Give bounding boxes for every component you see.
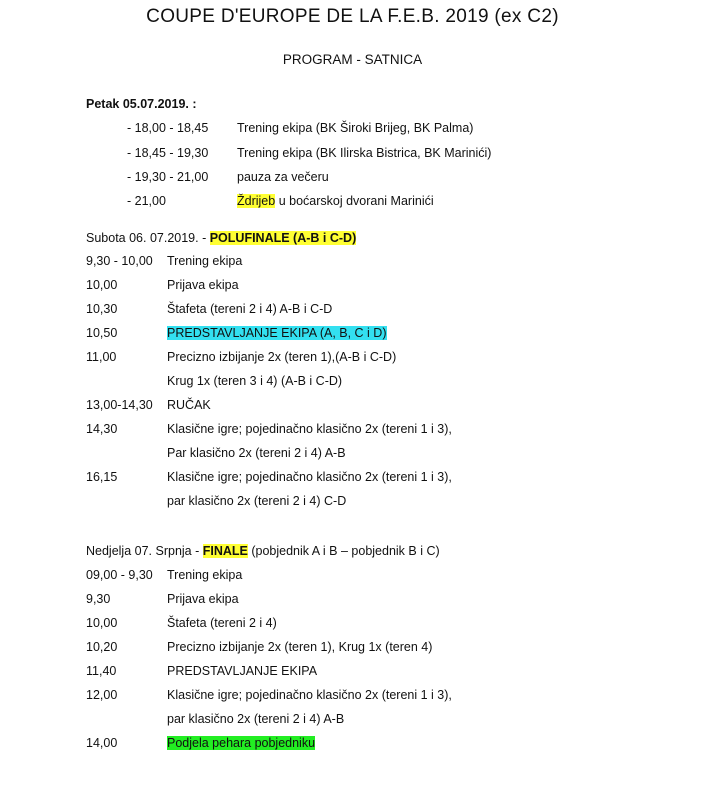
day2-row-time: 13,00-14,30 <box>86 398 153 412</box>
final-badge: FINALE <box>202 544 248 558</box>
day3-row-time: 09,00 - 9,30 <box>86 568 153 582</box>
day2-row-text: Klasične igre; pojedinačno klasično 2x (tereni 1 i 3), <box>167 422 452 436</box>
day3-row-time: 14,00 <box>86 736 118 750</box>
day2-row-time: 10,00 <box>86 278 118 292</box>
day3-row-text: Precizno izbijanje 2x (teren 1), Krug 1x (teren 4) <box>167 640 433 654</box>
day3-row-text: Štafeta (tereni 2 i 4) <box>167 616 277 630</box>
day2-row-time: 10,30 <box>86 302 118 316</box>
day1-row-time: - 18,45 - 19,30 <box>127 146 209 160</box>
day2-row-text: Klasične igre; pojedinačno klasično 2x (tereni 1 i 3), <box>167 470 452 484</box>
day1-row-text: Trening ekipa (BK Široki Brijeg, BK Palma) <box>237 121 474 135</box>
document-title: COUPE D'EUROPE DE LA F.E.B. 2019 (ex C2) <box>146 6 559 27</box>
day3-row-text <box>167 735 315 751</box>
day3-row-text: PREDSTAVLJANJE EKIPA <box>167 664 318 678</box>
day1-row-text <box>237 193 434 209</box>
day3-row-time: 10,00 <box>86 616 118 630</box>
day2-row-text: Prijava ekipa <box>167 278 239 292</box>
day2-row-time: 11,00 <box>86 350 117 364</box>
day1-row-time: - 21,00 <box>127 194 166 208</box>
day3-heading <box>86 543 440 559</box>
day3-row-text: par klasično 2x (tereni 2 i 4) A-B <box>167 712 345 726</box>
day1-row-text: Trening ekipa (BK Ilirska Bistrica, BK Marinići) <box>237 146 492 160</box>
day2-row-text: Krug 1x (teren 3 i 4) (A-B i C-D) <box>167 374 343 388</box>
day2-row-time: 14,30 <box>86 422 118 436</box>
team-presentation-highlight: PREDSTAVLJANJE EKIPA (A, B, C i D) <box>167 326 387 340</box>
draw-highlight: Ždrijeb <box>237 194 276 208</box>
day3-heading-date: Nedjelja 07. Srpnja - <box>86 544 203 558</box>
day1-heading: Petak 05.07.2019. : <box>86 97 197 111</box>
semifinal-badge: POLUFINALE (A-B i C-D) <box>209 231 357 245</box>
day2-heading <box>86 230 356 246</box>
day2-row-text: par klasično 2x (tereni 2 i 4) C-D <box>167 494 347 508</box>
day3-row-text: Klasične igre; pojedinačno klasično 2x (tereni 1 i 3), <box>167 688 452 702</box>
day1-row-text: pauza za večeru <box>237 170 329 184</box>
day3-row-time: 10,20 <box>86 640 118 654</box>
day1-row-time: - 18,00 - 18,45 <box>127 121 209 135</box>
day2-row-time: 16,15 <box>86 470 118 484</box>
trophy-presentation-highlight: Podjela pehara pobjedniku <box>167 736 316 750</box>
day3-row-text: Prijava ekipa <box>167 592 239 606</box>
day1-row-time: - 19,30 - 21,00 <box>127 170 209 184</box>
draw-location: u boćarskoj dvorani Marinići <box>275 194 434 208</box>
day2-row-time: 9,30 - 10,00 <box>86 254 153 268</box>
day2-row-time: 10,50 <box>86 326 118 340</box>
day3-row-time: 12,00 <box>86 688 118 702</box>
document-subtitle: PROGRAM - SATNICA <box>282 52 423 67</box>
day3-row-time: 9,30 <box>86 592 111 606</box>
day3-row-time: 11,40 <box>86 664 117 678</box>
day2-row-text: Trening ekipa <box>167 254 243 268</box>
day2-row-text: RUČAK <box>167 398 211 412</box>
day3-heading-note: (pobjednik A i B – pobjednik B i C) <box>247 544 440 558</box>
day2-row-text <box>167 325 387 341</box>
day2-row-text: Par klasično 2x (tereni 2 i 4) A-B <box>167 446 346 460</box>
day2-heading-date: Subota 06. 07.2019. - <box>86 231 210 245</box>
day3-row-text: Trening ekipa <box>167 568 243 582</box>
day2-row-text: Precizno izbijanje 2x (teren 1),(A-B i C-D) <box>167 350 397 364</box>
day2-row-text: Štafeta (tereni 2 i 4) A-B i C-D <box>167 302 333 316</box>
